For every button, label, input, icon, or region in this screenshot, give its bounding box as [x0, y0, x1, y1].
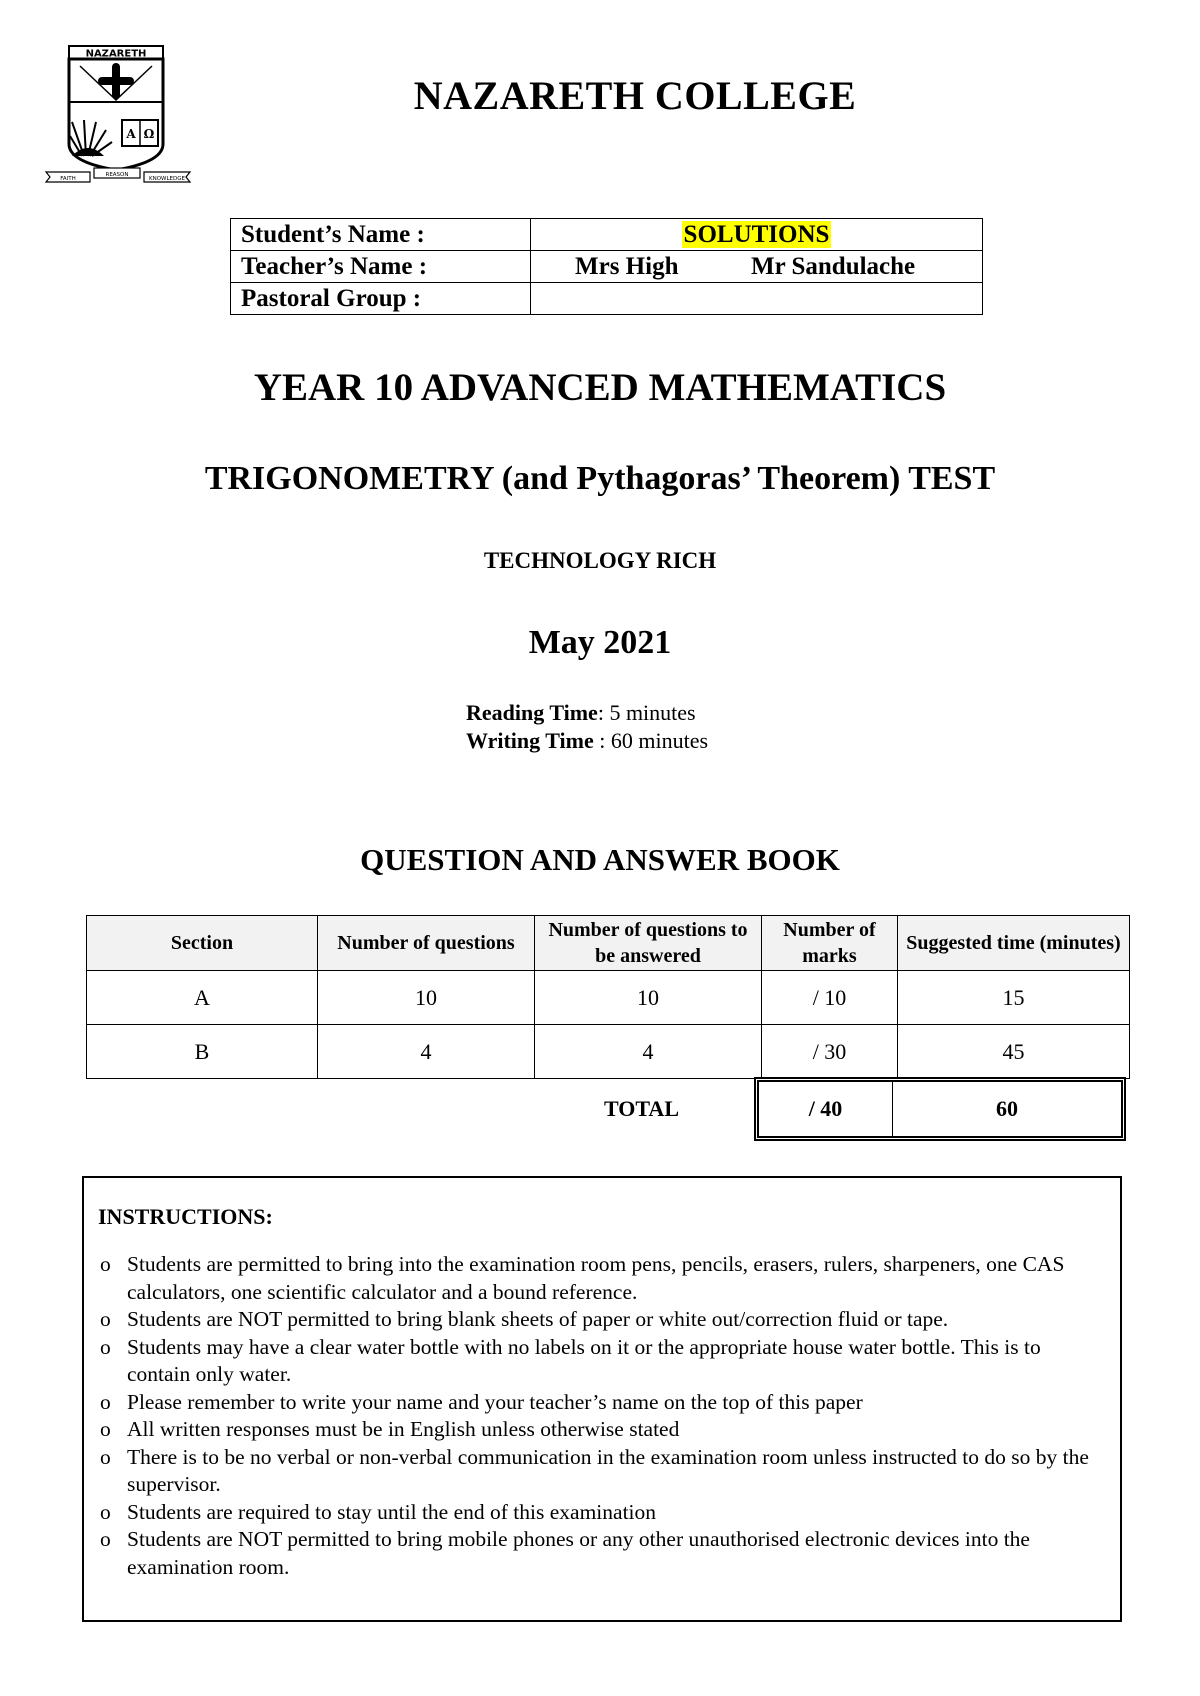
- crest-motto-reason: REASON: [105, 172, 129, 178]
- instruction-text: Students are permitted to bring into the examination room pens, pencils, erasers, rulers, sharpeners, one CAS calculators, one scientific calculator and a bound reference.: [127, 1252, 1065, 1304]
- sections-table: [86, 915, 1130, 1079]
- svg-text:A: A: [126, 127, 136, 141]
- student-info-table: [230, 218, 983, 315]
- crest-top-text: NAZARETH: [85, 48, 147, 60]
- reading-time-value: : 5 minutes: [597, 700, 696, 725]
- section-a-marks: / 10: [762, 971, 898, 1025]
- teacher-2: Mr Sandulache: [751, 253, 916, 280]
- instruction-text: Students may have a clear water bottle with no labels on it or the appropriate house water bottle. This is to contain only water.: [127, 1334, 1041, 1386]
- bullet-icon: o: [100, 1334, 111, 1359]
- instructions-box: [82, 1176, 1122, 1622]
- exam-date: May 2021: [528, 624, 672, 661]
- bullet-icon: o: [100, 1389, 111, 1414]
- topic-title: TRIGONOMETRY (and Pythagoras’ Theorem) TEST: [204, 460, 996, 497]
- bullet-icon: o: [100, 1252, 111, 1276]
- sections-header-row: [87, 916, 1130, 971]
- total-label: TOTAL: [604, 1096, 679, 1121]
- section-b-questions: 4: [318, 1025, 535, 1079]
- section-a-time: 15: [898, 971, 1130, 1025]
- header-questions-to-answer: Number of questions to be answered: [535, 916, 762, 971]
- instruction-text: Students are NOT permitted to bring mobile phones or any other unauthorised electronic devices into the examination room.: [127, 1527, 1030, 1579]
- question-answer-book-title: QUESTION AND ANSWER BOOK: [360, 842, 840, 877]
- pastoral-group-label: Pastoral Group :: [231, 283, 531, 315]
- instruction-text: Please remember to write your name and your teacher’s name on the top of this paper: [127, 1389, 863, 1414]
- technology-label: TECHNOLOGY RICH: [483, 548, 717, 573]
- list-item: [98, 1416, 1106, 1444]
- school-name: NAZARETH COLLEGE: [413, 73, 857, 118]
- total-box: [754, 1077, 1126, 1141]
- section-a-to-answer: 10: [535, 971, 762, 1025]
- teacher-name-row: [231, 251, 983, 283]
- list-item: [98, 1334, 1106, 1389]
- list-item: [98, 1389, 1106, 1417]
- bullet-icon: o: [100, 1527, 111, 1551]
- list-item: [98, 1499, 1106, 1527]
- section-b-to-answer: 4: [535, 1025, 762, 1079]
- bullet-icon: o: [100, 1307, 111, 1331]
- instructions-list: [98, 1251, 1106, 1581]
- instruction-text: All written responses must be in English unless otherwise stated: [127, 1417, 680, 1441]
- writing-time: [466, 728, 708, 754]
- student-name-value: [531, 219, 983, 251]
- section-a-questions: 10: [318, 971, 535, 1025]
- instruction-text: Students are NOT permitted to bring blank sheets of paper or white out/correction fluid or tape.: [127, 1307, 949, 1331]
- section-b-time: 45: [898, 1025, 1130, 1079]
- header-section: Section: [87, 916, 318, 971]
- header-number-of-questions: Number of questions: [318, 916, 535, 971]
- year-title: YEAR 10 ADVANCED MATHEMATICS: [253, 366, 947, 409]
- instruction-text: Students are required to stay until the end of this examination: [127, 1499, 657, 1524]
- svg-text:Ω: Ω: [143, 127, 155, 141]
- list-item: [98, 1306, 1106, 1334]
- instruction-text: There is to be no verbal or non-verbal communication in the examination room unless instructed to do so by the supervisor.: [127, 1444, 1089, 1496]
- bullet-icon: o: [100, 1499, 111, 1524]
- header-number-of-marks: Number of marks: [762, 916, 898, 971]
- list-item: [98, 1444, 1106, 1499]
- reading-time: [466, 700, 696, 726]
- list-item: [98, 1526, 1106, 1581]
- student-name-row: [231, 219, 983, 251]
- crest-motto-knowledge: KNOWLEDGE: [149, 176, 185, 182]
- section-b-marks: / 30: [762, 1025, 898, 1079]
- student-name-label: Student’s Name :: [231, 219, 531, 251]
- solutions-highlight: SOLUTIONS: [683, 221, 830, 248]
- header-suggested-time: Suggested time (minutes): [898, 916, 1130, 971]
- reading-time-label: Reading Time: [466, 700, 598, 725]
- table-row: [87, 1025, 1130, 1079]
- teacher-name-value: [531, 251, 983, 283]
- pastoral-group-value: [531, 283, 983, 315]
- total-marks: / 40: [759, 1082, 893, 1136]
- teacher-name-label: Teacher’s Name :: [231, 251, 531, 283]
- total-time: 60: [996, 1096, 1018, 1121]
- bullet-icon: o: [100, 1444, 111, 1469]
- pastoral-group-row: [231, 283, 983, 315]
- crest-motto-faith: FAITH: [60, 176, 76, 182]
- section-a-name: A: [87, 971, 318, 1025]
- list-item: [98, 1251, 1106, 1306]
- teacher-1: Mrs High: [575, 253, 679, 280]
- table-row: [87, 971, 1130, 1025]
- instructions-title: INSTRUCTIONS:: [98, 1204, 273, 1229]
- bullet-icon: o: [100, 1417, 111, 1441]
- nazareth-college-crest-logo: [44, 44, 194, 194]
- section-b-name: B: [87, 1025, 318, 1079]
- writing-time-value: : 60 minutes: [593, 728, 709, 753]
- writing-time-label: Writing Time: [466, 728, 594, 753]
